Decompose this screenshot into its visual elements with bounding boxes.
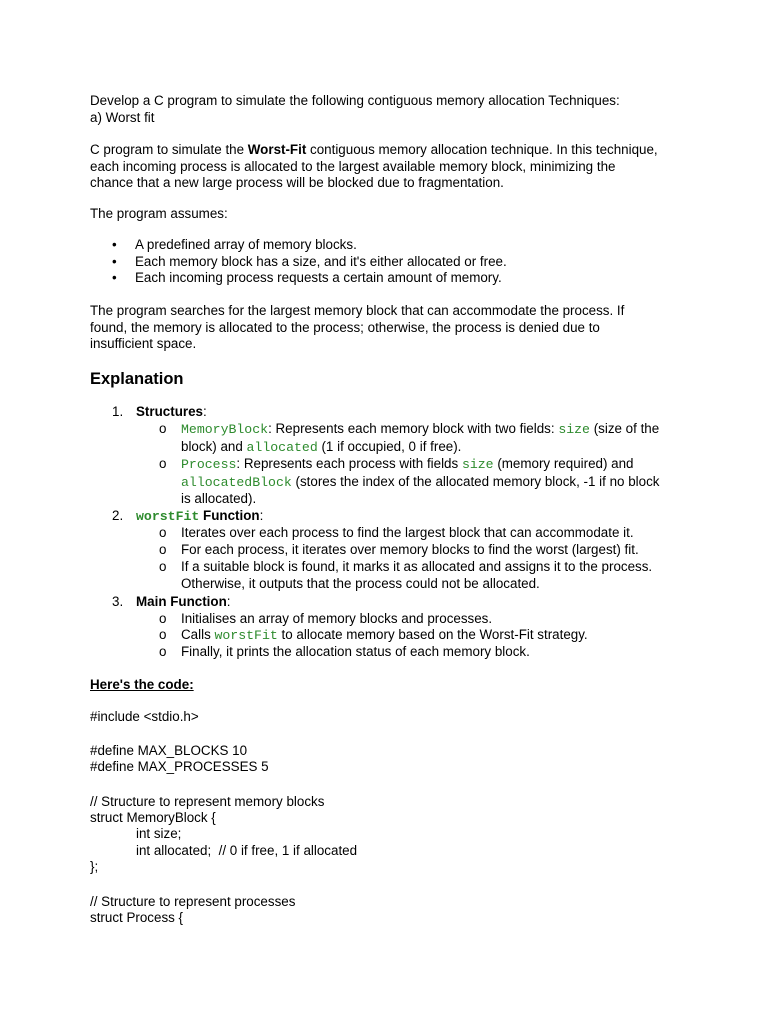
list-item: • Each incoming process requests a certain amount of memory.	[90, 270, 507, 287]
item-title	[136, 594, 230, 611]
worst-fit-bold: Worst-Fit	[247, 142, 307, 157]
sub-item: For each process, it iterates over memory blocks to find the worst (largest) fit.	[181, 542, 639, 557]
code-define: #define MAX_BLOCKS 10	[90, 743, 248, 758]
intro-subtitle: a) Worst fit	[90, 109, 155, 125]
text: to allocate memory based on the Worst-Fit strategy.	[277, 627, 588, 642]
list-item: • A predefined array of memory blocks.	[90, 237, 507, 254]
description-line: each incoming process is allocated to the largest available memory block, minimizing the	[90, 158, 616, 174]
code-worstfit: worstFit	[136, 509, 200, 524]
sub-item: Finally, it prints the allocation status of each memory block.	[181, 644, 530, 659]
code-allocated: allocated	[246, 439, 318, 455]
sub-item: Initialises an array of memory blocks and processes.	[181, 611, 493, 626]
text: : Represents each memory block with two fields:	[268, 421, 559, 436]
code-struct: struct MemoryBlock {	[90, 810, 216, 825]
text: (1 if occupied, 0 if free).	[317, 438, 462, 454]
sub-line	[181, 474, 691, 492]
explanation-heading: Explanation	[90, 370, 184, 388]
structures-title: Structures	[136, 404, 203, 419]
code-field: int size;	[136, 826, 182, 841]
item-title	[136, 404, 207, 421]
code-worstfit: worstFit	[214, 628, 278, 643]
sub-item: Iterates over each process to find the largest block that can accommodate it.	[181, 525, 634, 540]
colon: :	[259, 508, 264, 523]
colon: :	[202, 404, 207, 419]
code-define: #define MAX_PROCESSES 5	[90, 759, 269, 774]
assumes-label: The program assumes:	[90, 206, 228, 221]
sub-item	[181, 559, 691, 592]
search-line: The program searches for the largest memory block that can accommodate the process. If	[90, 303, 625, 318]
code-memoryblock: MemoryBlock	[181, 422, 269, 437]
sub-line: is allocated).	[181, 491, 257, 507]
sub-line	[181, 421, 691, 439]
main-function-title: Main Function	[136, 594, 227, 609]
assumptions-list	[90, 237, 507, 287]
code-include: #include <stdio.h>	[90, 709, 199, 724]
text: : Represents each process with fields	[236, 456, 462, 471]
search-paragraph	[90, 303, 690, 353]
sub-marker: o	[159, 456, 167, 471]
code-heading: Here's the code:	[90, 677, 194, 692]
sub-marker: o	[159, 542, 167, 557]
text: contiguous memory allocation technique. In this technique,	[306, 142, 658, 157]
sub-item	[181, 421, 691, 456]
sub-line	[181, 439, 691, 457]
sub-marker: o	[159, 559, 167, 574]
description-line	[90, 142, 690, 159]
function-title: Function	[199, 508, 260, 523]
code-size: size	[461, 457, 494, 472]
list-item: • Each memory block has a size, and it's either allocated or free.	[90, 254, 507, 271]
sub-marker: o	[159, 627, 167, 642]
code-comment: // Structure to represent processes	[90, 894, 296, 909]
code-close: };	[90, 859, 99, 874]
sub-line: If a suitable block is found, it marks it as allocated and assigns it to the process.	[181, 559, 653, 574]
code-process: Process	[181, 457, 237, 472]
sub-line: Otherwise, it outputs that the process could not be allocated.	[181, 575, 540, 591]
description-paragraph	[90, 142, 690, 192]
sub-line	[181, 456, 691, 474]
code-field: int allocated; // 0 if free, 1 if allocated	[136, 843, 358, 858]
text: block) and	[181, 438, 247, 454]
text: Calls	[181, 627, 215, 642]
sub-marker: o	[159, 421, 167, 436]
search-line: insufficient space.	[90, 336, 197, 352]
code-allocatedblock: allocatedBlock	[181, 474, 292, 490]
list-number: 2.	[112, 508, 124, 523]
intro-paragraph	[90, 93, 690, 126]
item-title	[136, 508, 263, 526]
sub-item	[181, 456, 691, 508]
sub-item	[181, 627, 691, 645]
list-number: 3.	[112, 594, 124, 609]
text: (size of the	[589, 421, 660, 436]
code-struct: struct Process {	[90, 910, 184, 925]
description-line: chance that a new large process will be blocked due to fragmentation.	[90, 175, 504, 191]
code-size: size	[558, 422, 590, 437]
sub-marker: o	[159, 525, 167, 540]
sub-marker: o	[159, 611, 167, 626]
code-comment: // Structure to represent memory blocks	[90, 794, 325, 809]
sub-marker: o	[159, 644, 167, 659]
list-number: 1.	[112, 404, 124, 419]
text: C program to simulate the	[90, 142, 248, 157]
search-line: found, the memory is allocated to the process; otherwise, the process is denied due to	[90, 319, 600, 335]
intro-line: Develop a C program to simulate the following contiguous memory allocation Techniques:	[90, 93, 620, 108]
text: (stores the index of the allocated memory block, -1 if no block	[291, 473, 660, 489]
text: (memory required) and	[493, 456, 634, 471]
colon: :	[226, 594, 231, 609]
